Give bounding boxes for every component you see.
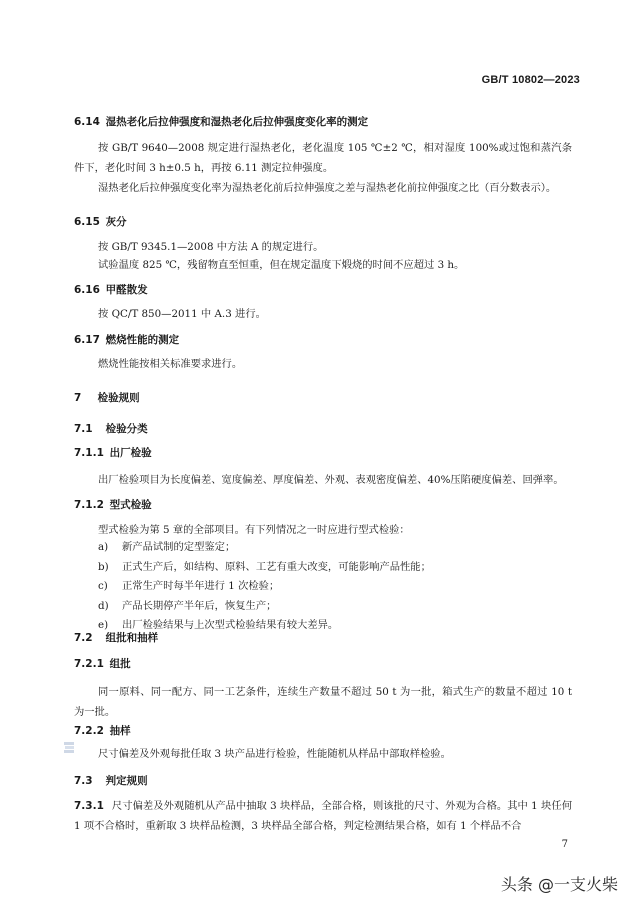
- chapter-title: 检验规则: [97, 392, 140, 404]
- section-7-1-1-paragraph-1: 出厂检验项目为长度偏差、宽度偏差、厚度偏差、外观、表观密度偏差、40%压陷硬度偏差、回弹率。: [98, 474, 564, 486]
- section-number: 7.1: [74, 423, 93, 435]
- section-7-2-2-paragraph-1: 尺寸偏差及外观每批任取 3 块产品进行检验，性能随机从样品中部取样检验。: [98, 748, 451, 760]
- page-number: 7: [561, 839, 568, 850]
- section-title: 燃烧性能的测定: [105, 334, 180, 346]
- section-6-14-paragraph-1: 按 GB/T 9640—2008 规定进行湿热老化，老化温度 105 ℃±2 ℃，相对湿度 100%或过饱和蒸汽条件下，老化时间 3 h±0.5 h，再按 6.11 测定拉伸强度。: [74, 142, 572, 174]
- section-6-17-heading: [74, 333, 572, 347]
- list-item: c) 正常生产时每半年进行 1 次检验；: [98, 580, 280, 592]
- section-title: 甲醛散发: [105, 284, 148, 296]
- section-number: 6.15: [74, 216, 100, 228]
- section-number: 6.17: [74, 334, 100, 346]
- section-title: 湿热老化后拉伸强度和湿热老化后拉伸强度变化率的测定: [105, 116, 369, 128]
- section-7-1-2-heading: [74, 498, 572, 512]
- standard-number: GB/T 10802—2023: [481, 74, 580, 86]
- section-6-17-paragraph-1: 燃烧性能按相关标准要求进行。: [98, 358, 243, 370]
- section-title: 组批和抽样: [105, 632, 159, 644]
- section-number: 7.3: [74, 775, 93, 787]
- section-number: 7.2.2: [74, 725, 104, 737]
- section-6-14-heading: [74, 115, 572, 129]
- section-6-14-paragraph-2: 湿热老化后拉伸强度变化率为湿热老化前后拉伸强度之差与湿热老化前拉伸强度之比（百分数表示）。: [98, 182, 557, 194]
- section-number: 6.14: [74, 116, 100, 128]
- section-title: 判定规则: [105, 775, 148, 787]
- section-7-1-1-heading: [74, 446, 572, 460]
- list-item: e) 出厂检验结果与上次型式检验结果有较大差异。: [98, 619, 339, 631]
- inspection-conditions-list: [74, 538, 572, 636]
- chapter-7-heading: [74, 391, 572, 405]
- list-item: a) 新产品试制的定型鉴定；: [98, 541, 236, 553]
- section-7-3-heading: [74, 774, 572, 788]
- section-7-2-2-heading: [74, 724, 572, 738]
- list-item: d) 产品长期停产半年后，恢复生产；: [98, 599, 277, 612]
- section-title: 型式检验: [109, 499, 152, 511]
- section-7-2-1-paragraph-1: 同一原料、同一配方、同一工艺条件，连续生产数量不超过 50 t 为一批，箱式生产的数量不超过 10 t 为一批。: [74, 686, 572, 718]
- section-number: 6.16: [74, 284, 100, 296]
- section-7-1-heading: [74, 422, 572, 436]
- section-number: 7.3.1: [74, 800, 104, 812]
- section-6-15-paragraph-1: 按 GB/T 9345.1—2008 中方法 A 的规定进行。: [98, 241, 324, 253]
- section-title: 抽样: [109, 725, 131, 737]
- section-6-15-paragraph-2: 试验温度 825 ℃，残留物直至恒重，但在规定温度下煅烧的时间不应超过 3 h。: [98, 259, 465, 271]
- section-6-16-paragraph-1: 按 QC/T 850—2011 中 A.3 进行。: [98, 308, 266, 320]
- section-title: 出厂检验: [109, 447, 152, 459]
- section-number: 7.2: [74, 632, 93, 644]
- section-number: 7.2.1: [74, 658, 104, 670]
- section-7-1-2-paragraph-1: 型式检验为第 5 章的全部项目。有下列情况之一时应进行型式检验：: [98, 524, 410, 536]
- section-7-2-1-heading: [74, 657, 572, 671]
- section-7-3-1-paragraph: [74, 796, 572, 836]
- section-7-3-1-text: 尺寸偏差及外观随机从产品中抽取 3 块样品，全部合格，则该批的尺寸、外观为合格。其中 1 块任何 1 项不合格时，重新取 3 块样品检测，3 块样品全部合格，判定检测结果合格，如有 1 个样品不合: [74, 800, 572, 832]
- section-title: 灰分: [105, 216, 127, 228]
- section-number: 7.1.2: [74, 499, 104, 511]
- section-7-2-heading: [74, 631, 572, 645]
- chapter-number: 7: [74, 392, 82, 404]
- section-title: 检验分类: [105, 423, 148, 435]
- watermark: 头条 @一支火柴: [500, 875, 618, 894]
- section-6-15-heading: [74, 215, 572, 229]
- section-6-16-heading: [74, 283, 572, 297]
- section-number: 7.1.1: [74, 447, 104, 459]
- list-item: b) 正式生产后，如结构、原料、工艺有重大改变，可能影响产品性能；: [98, 560, 431, 573]
- section-title: 组批: [109, 658, 131, 670]
